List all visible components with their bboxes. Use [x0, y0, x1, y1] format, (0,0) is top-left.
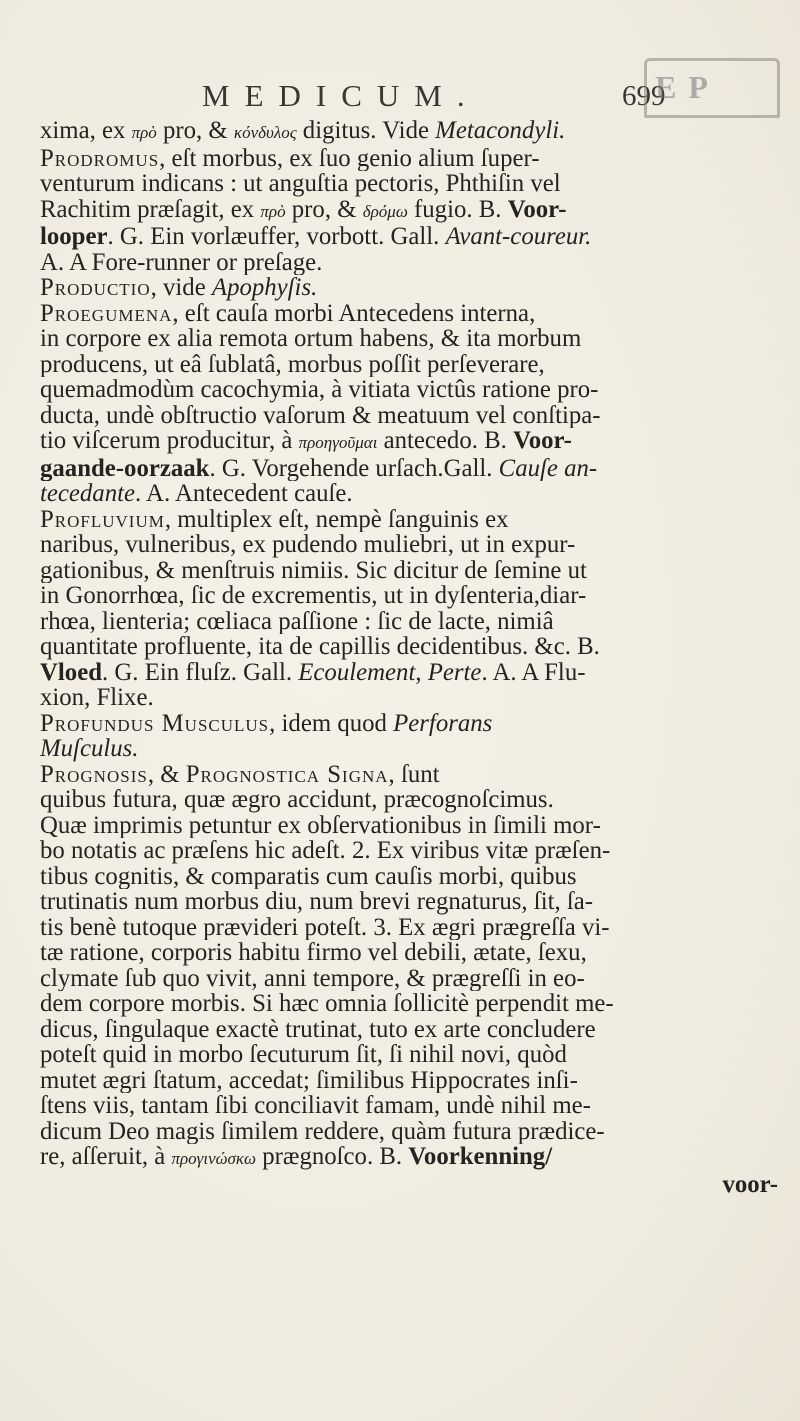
text-run: mutet ægri ſtatum, accedat; ſimilibus Hippocrates inſi- [40, 1067, 578, 1093]
text-line [40, 428, 778, 456]
text-run: Proegumena [40, 300, 173, 326]
text-line [40, 966, 778, 992]
text-run: . A. A Flu- [481, 659, 586, 685]
text-run: antecedo. B. [377, 428, 514, 454]
text-line [40, 762, 778, 788]
text-run: looper [40, 224, 108, 250]
text-run: Prognosis [40, 761, 148, 787]
text-run: Prognostica Signa [185, 761, 389, 787]
text-run: , vide [150, 275, 212, 301]
text-line [40, 787, 778, 813]
text-line [40, 377, 778, 403]
text-run: πρὸ [131, 123, 157, 142]
text-run: , eſt morbus, ex ſuo genio alium ſuper- [159, 145, 540, 171]
text-run: quemadmodùm cacochymia, à vitiata victûs ratione pro- [40, 377, 599, 403]
text-line [40, 197, 778, 225]
text-run: tio viſcerum producitur, à [40, 428, 299, 454]
text-run: Voorkenning/ [408, 1144, 553, 1170]
text-run: clymate ſub quo vivit, anni tempore, & prægreſſi in eo- [40, 965, 585, 991]
text-run: voor- [722, 1171, 778, 1197]
text-line [40, 1068, 778, 1094]
text-run: prægnoſco. B. [256, 1144, 409, 1170]
text-line [40, 301, 778, 327]
text-line [40, 736, 778, 762]
text-run: Cauſe an- [498, 455, 598, 481]
text-line [40, 1042, 778, 1068]
text-run: xion, Flixe. [40, 685, 154, 711]
text-run: Productio [40, 275, 151, 301]
text-run: dicum Deo magis ſimilem reddere, quàm futura prædice- [40, 1118, 605, 1144]
text-line [40, 1017, 778, 1043]
stamp-text: E P [655, 69, 710, 105]
text-run: Rachitim præſagit, ex [40, 196, 261, 223]
text-run: pro, & [285, 196, 363, 223]
text-run: δρόμω [362, 201, 408, 221]
text-line [40, 118, 778, 146]
text-run: , multiplex eſt, nempè ſanguinis ex [164, 506, 509, 532]
text-line [40, 171, 778, 197]
text-run: Voor- [513, 428, 572, 454]
text-run: . A. Antecedent cauſe. [135, 481, 353, 507]
text-run: Prodromus [40, 145, 160, 171]
text-run: . G. Ein fluſz. Gall. [102, 659, 299, 685]
text-run: in Gonorrhœa, ſic de excrementis, ut in dyſenteria,diar- [40, 583, 587, 609]
text-run: tis benè tutoque prævideri poteſt. 3. Ex ægri prægreſſa vi- [40, 914, 610, 940]
text-run: κόνδυλος [233, 123, 297, 142]
text-line [40, 275, 778, 301]
text-run: ducta, undè obſtructio vaſorum & meatuum vel conſtipa- [40, 402, 601, 428]
page-number: 699 [622, 80, 666, 112]
text-line [40, 685, 778, 711]
text-run: dicus, ſingulaque exactè trutinat, tuto ex arte concludere [40, 1016, 596, 1042]
text-run: quantitate profluente, ita de capillis decidentibus. &c. B. [40, 634, 600, 660]
text-line [40, 660, 778, 686]
text-run: dem corpore morbis. Si hæc omnia ſollicitè perpendit me- [40, 991, 614, 1017]
text-line [40, 532, 778, 558]
text-run: Ecoulement [298, 659, 416, 685]
text-run: gaande-oorzaak [40, 455, 210, 481]
text-run: xima, ex [40, 118, 132, 144]
text-run: bo notatis ac præſens hic adeſt. 2. Ex viribus vitæ præſen- [40, 838, 611, 864]
text-run: ſtens viis, tantam ſibi conciliavit famam, undè nihil me- [40, 1093, 591, 1119]
text-line [40, 583, 778, 609]
text-line [40, 991, 778, 1017]
text-line [40, 507, 778, 533]
text-line [40, 481, 778, 507]
text-line [40, 326, 778, 352]
text-line [40, 1144, 778, 1172]
text-line [40, 915, 778, 941]
text-line [40, 1119, 778, 1145]
text-run: Quæ imprimis petuntur ex obſervationibus in ſimili mor- [40, 812, 601, 838]
text-run: producens, ut eâ ſublatâ, morbus poſſit perſeverare, [40, 351, 545, 377]
text-run: Perforans [393, 710, 493, 736]
text-line [40, 224, 778, 250]
text-run: Perte [427, 659, 482, 685]
text-run: Profundus Musculus [40, 710, 270, 736]
text-run: . G. Vorgehende urſach.Gall. [209, 455, 499, 481]
text-line [40, 403, 778, 429]
text-run: Metacondyli. [435, 118, 566, 144]
text-run: Profluvium [40, 506, 165, 532]
text-run: Apophyſis. [211, 275, 318, 301]
text-run: re, aſſeruit, à [40, 1144, 172, 1170]
text-line [40, 634, 778, 660]
text-run: Voor- [507, 196, 567, 223]
library-stamp [644, 58, 780, 118]
running-title: MEDICUM. [202, 78, 480, 113]
text-run: προγινώσκω [171, 1149, 257, 1168]
text-run: fugio. B. [407, 196, 508, 223]
text-line [40, 146, 778, 172]
text-run: venturum indicans : ut anguſtia pectoris, Phthiſin vel [40, 171, 561, 197]
text-line [40, 889, 778, 915]
text-run: gationibus, & menſtruis nimiis. Sic dicitur de ſemine ut [40, 557, 587, 583]
text-line [40, 558, 778, 584]
text-run: , idem quod [269, 710, 394, 736]
text-run: , eſt cauſa morbi Antecedens interna, [172, 300, 536, 326]
text-run: tæ ratione, corporis habitu firmo vel debili, ætate, ſexu, [40, 940, 587, 966]
text-run: προηγοῦμαι [298, 433, 378, 452]
text-run: poteſt quid in morbo ſecuturum ſit, ſi nihil novi, quòd [40, 1042, 567, 1068]
text-run: trutinatis num morbus diu, num brevi regnaturus, ſit, ſa- [40, 889, 594, 915]
text-line [40, 1172, 778, 1198]
text-line [40, 609, 778, 635]
text-run: Avant-coureur. [445, 224, 592, 250]
text-run: quibus futura, quæ ægro accidunt, præcognoſcimus. [40, 787, 554, 813]
text-line [40, 250, 778, 276]
text-line [40, 1093, 778, 1119]
text-run: naribus, vulneribus, ex pudendo muliebri, ut in expur- [40, 532, 576, 558]
text-run: tibus cognitis, & comparatis cum cauſis morbi, quibus [40, 863, 577, 889]
text-run: pro, & [156, 118, 234, 144]
text-run: , [415, 659, 428, 685]
text-run: digitus. Vide [296, 118, 436, 144]
text-line [40, 864, 778, 890]
text-run: A. A Fore-runner or preſage. [40, 249, 323, 275]
text-line [40, 352, 778, 378]
text-run: Vloed [40, 659, 102, 685]
text-run: , & [147, 761, 186, 787]
text-run: rhœa, lienteria; cœliaca paſſione : ſic de lacte, nimiâ [40, 608, 554, 634]
text-run: Muſculus. [40, 736, 139, 762]
dictionary-text [40, 118, 778, 1197]
text-line [40, 940, 778, 966]
text-run: tecedante [40, 481, 135, 507]
text-run: πρὸ [260, 201, 286, 221]
text-line [40, 456, 778, 482]
text-run: in corpore ex alia remota ortum habens, & ita morbum [40, 326, 582, 352]
text-line [40, 813, 778, 839]
text-line [40, 711, 778, 737]
text-run: . G. Ein vorlæuffer, vorbott. Gall. [107, 224, 446, 250]
text-run: , ſunt [388, 761, 440, 787]
text-line [40, 838, 778, 864]
